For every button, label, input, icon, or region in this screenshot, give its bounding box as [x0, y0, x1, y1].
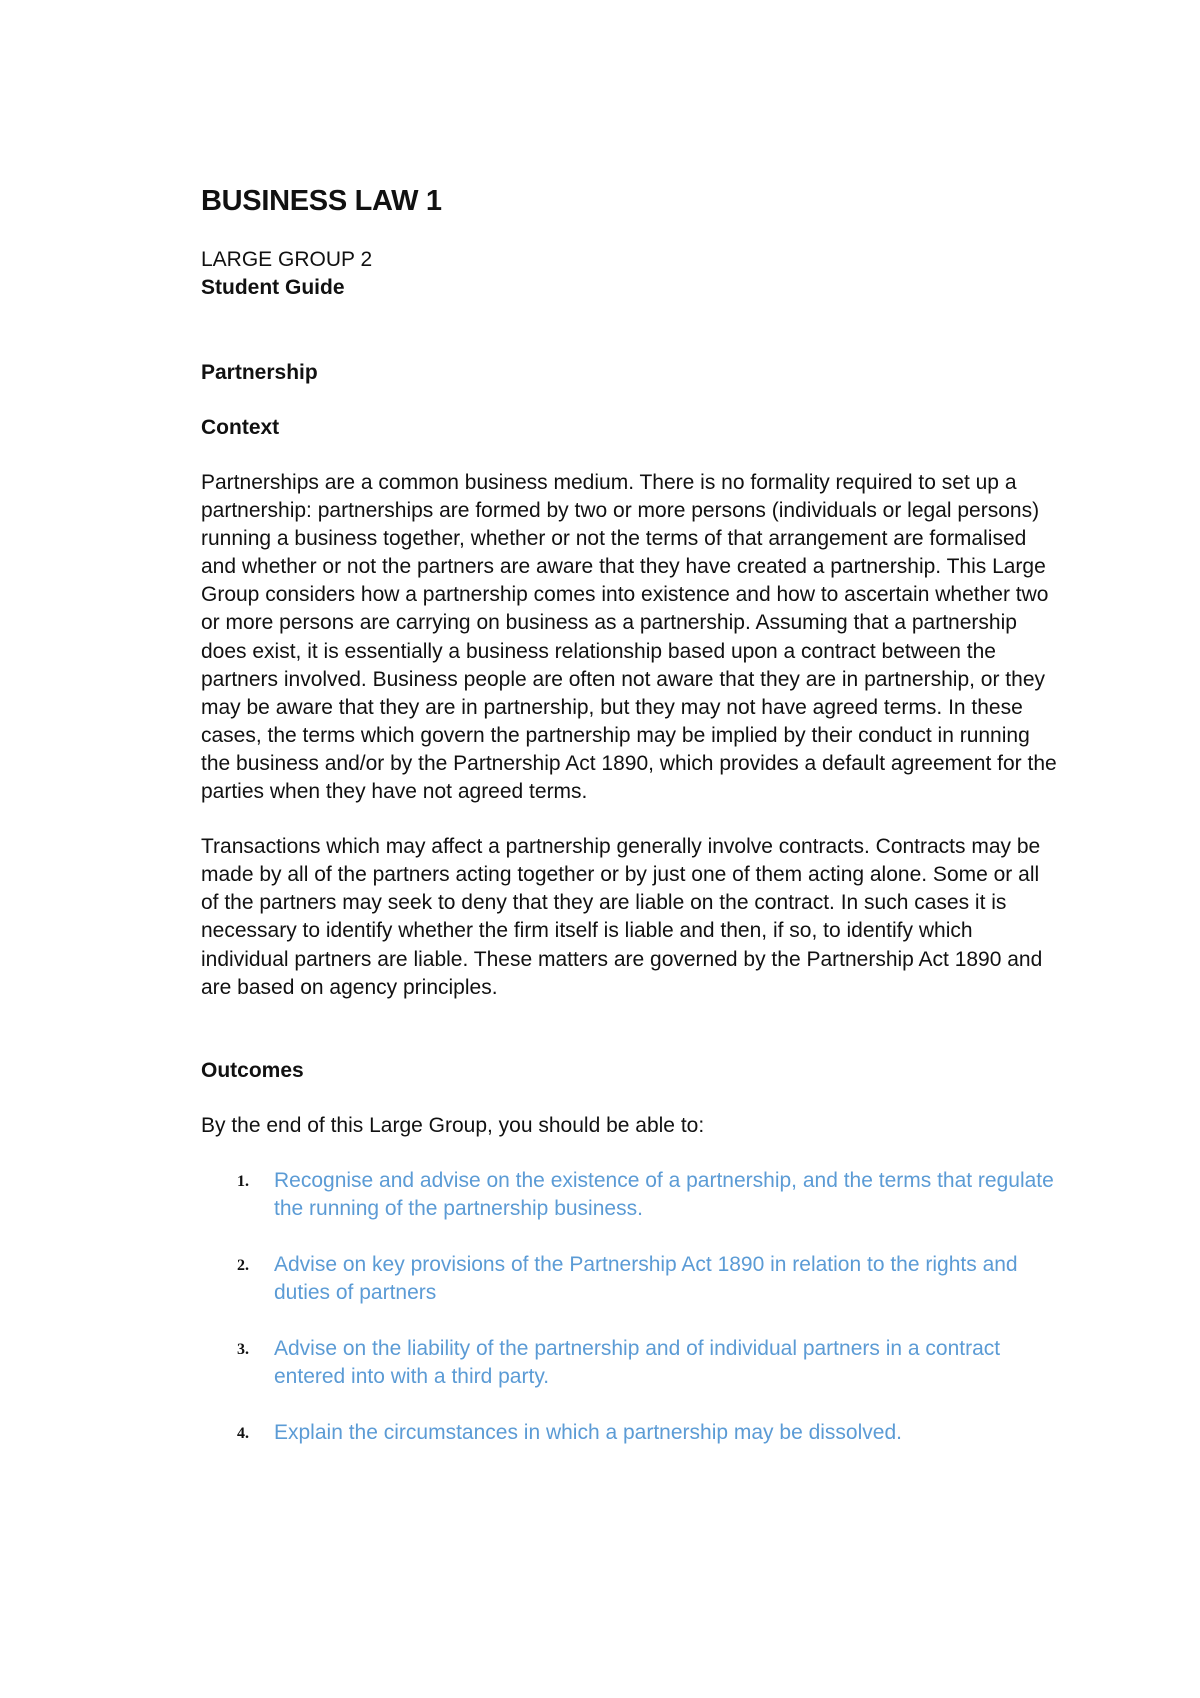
context-heading: Context: [201, 416, 280, 439]
outcome-item: [201, 1419, 1061, 1447]
outcome-text: Recognise and advise on the existence of a partnership, and the terms that regulate the running of the partnership business.: [274, 1168, 1054, 1220]
document-page: [201, 180, 1061, 1447]
outcome-text: Explain the circumstances in which a partnership may be dissolved.: [274, 1420, 902, 1444]
outcomes-intro: By the end of this Large Group, you should be able to:: [201, 1113, 705, 1137]
outcome-item: [201, 1167, 1061, 1223]
outcome-number: 1.: [237, 1172, 249, 1190]
outcome-number: 3.: [237, 1340, 249, 1358]
outcome-item: [201, 1335, 1061, 1391]
outcome-number: 2.: [237, 1256, 249, 1274]
outcome-text: Advise on key provisions of the Partnership Act 1890 in relation to the rights and duties of partners: [274, 1252, 1018, 1304]
context-paragraph-1: Partnerships are a common business medium. There is no formality required to set up a partnership: partnerships are formed by two or more persons (individuals or legal persons) running a business together, whether or not the terms of that arrangement are formalised and whether or not the partners are aware that they have created a partnership. This Large Group considers how a partnership comes into existence and how to ascertain whether two or more persons are carrying on business as a partnership. Assuming that a partnership does exist, it is essentially a business relationship based upon a contract between the partners involved. Business people are often not aware that they are in partnership, or they may be aware that they are in partnership, but they may not have agreed terms. In these cases, the terms which govern the partnership may be implied by their conduct in running the business and/or by the Partnership Act 1890, which provides a default agreement for the parties when they have not agreed terms.: [201, 471, 1057, 804]
document-title: BUSINESS LAW 1: [201, 185, 442, 217]
context-paragraph-2: Transactions which may affect a partnership generally involve contracts. Contracts may be made by all of the partners acting together or by just one of them acting alone. Some or all of the partners may seek to deny that they are liable on the contract. In such cases it is necessary to identify whether the firm itself is liable and then, if so, to identify which individual partners are liable. These matters are governed by the Partnership Act 1890 and are based on agency principles.: [201, 835, 1043, 999]
topic-heading: Partnership: [201, 361, 318, 384]
guide-label: Student Guide: [201, 276, 345, 299]
outcome-number: 4.: [237, 1424, 249, 1442]
outcomes-heading: Outcomes: [201, 1058, 304, 1082]
group-label: LARGE GROUP 2: [201, 248, 373, 271]
outcome-text: Advise on the liability of the partnership and of individual partners in a contract entered into with a third party.: [274, 1336, 1001, 1388]
outcomes-list: [201, 1167, 1061, 1447]
outcome-item: [201, 1251, 1061, 1307]
